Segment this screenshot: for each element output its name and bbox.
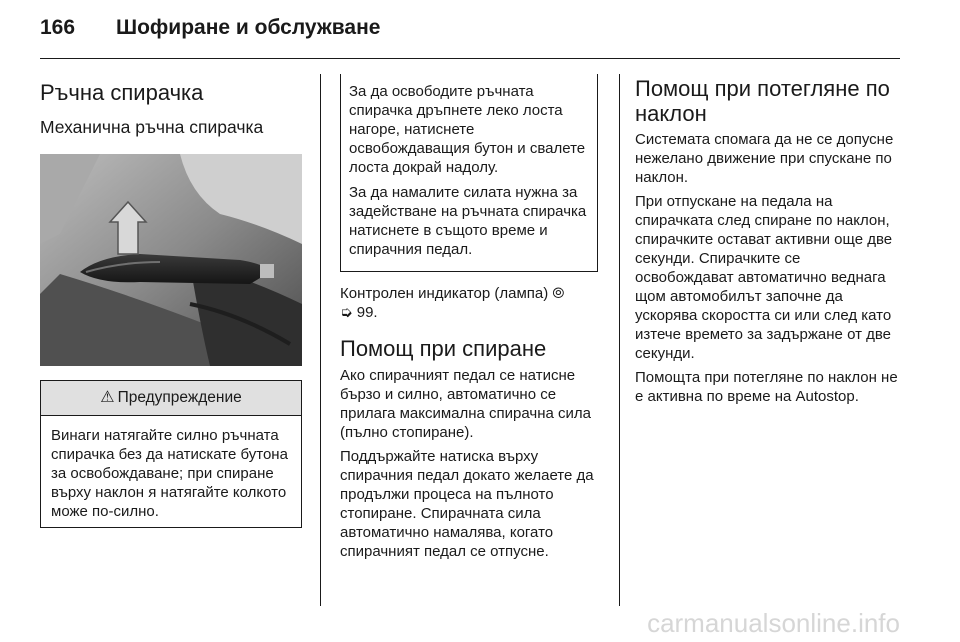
brake-assist-paragraph-1: Ако спирачният педал се натисне бързо и силно, автоматично се прилага максимална спирачна сила (пълно стопиране).: [340, 367, 591, 441]
page-header: [40, 16, 380, 40]
column-3: [635, 76, 900, 411]
hill-start-paragraph-1: Системата спомага да не се допусне нежелано движение при спускане по наклон.: [635, 131, 894, 186]
hill-start-paragraph-2: При отпускане на педала на спирачката след спиране по наклон, спирачките остават активни още две секунди. Спирачките се освобождават автоматично веднага щом автомобилът започне да ускорява скоростта си или след като изтече времето за задържане от две секунди.: [635, 193, 893, 362]
brake-lamp-icon: ⦾: [552, 285, 565, 302]
indicator-lamp-reference: [340, 284, 602, 322]
warning-header: [41, 381, 301, 416]
brake-assist-paragraph-2: Поддържайте натиска върху спирачния педал докато желаете да продължи процеса на пълното стопиране. Спирачната сила автоматично намалява, когато спирачният педал се отпусне.: [340, 448, 594, 560]
warning-text: Винаги натягайте силно ръчната спирачка без да натискате бутона за освобождаване; при спиране върху наклон я натягайте колкото може по-силно.: [51, 427, 288, 520]
warning-body: [41, 416, 301, 527]
chapter-title: Шофиране и обслужване: [116, 16, 381, 39]
column-1: [40, 76, 302, 528]
warning-triangle-icon: ⚠: [100, 389, 115, 406]
column-divider-left: [320, 74, 321, 606]
release-instruction: За да освободите ръчната спирачка дръпнете леко лоста нагоре, натиснете освобождаващия бутон и свалете лоста докрай надолу.: [349, 83, 586, 176]
page-number: 166: [40, 16, 76, 39]
header-divider: [40, 58, 900, 59]
warning-box: [40, 380, 302, 528]
continued-warning-box: [340, 74, 598, 272]
warning-title: Предупреждение: [117, 389, 242, 406]
subsection-title-mechanical-handbrake: Механична ръчна спирачка: [40, 117, 264, 137]
hill-start-paragraph-3: Помощта при потегляне по наклон не е активна по време на Autostop.: [635, 369, 898, 405]
page-reference-arrow-icon: ➭: [340, 304, 353, 321]
column-2: [340, 74, 602, 566]
section-title-brake-assist: Помощ при спиране: [340, 336, 547, 361]
page-reference: 99.: [356, 304, 378, 321]
handbrake-illustration: [40, 154, 302, 366]
handbrake-photo: [40, 154, 302, 366]
section-title-hill-start-assist: Помощ при потегляне по наклон: [635, 76, 890, 126]
force-reduction-instruction: За да намалите силата нужна за задействане на ръчната спирачка натиснете в същото време и спирачния педал.: [349, 184, 587, 258]
indicator-text: Контролен индикатор (лампа): [340, 285, 553, 302]
section-title-handbrake: Ръчна спирачка: [40, 80, 204, 105]
column-divider-right: [619, 74, 620, 606]
site-watermark: carmanualsonline.info: [647, 608, 900, 638]
